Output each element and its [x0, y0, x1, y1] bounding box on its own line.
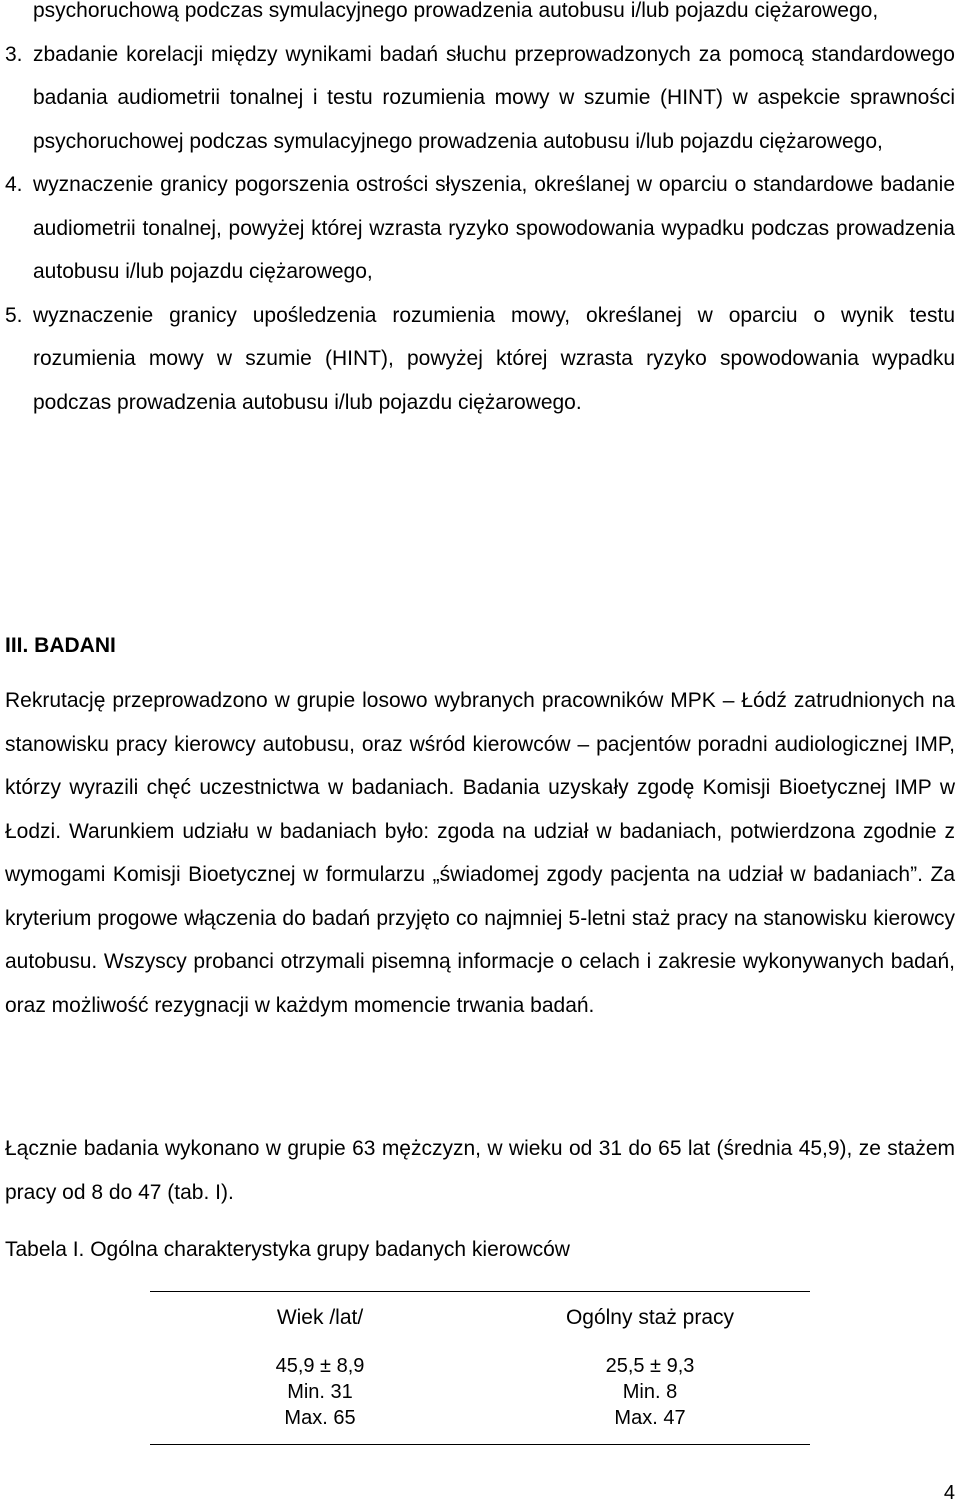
section-heading: III. BADANI — [5, 634, 116, 657]
list-item-2-continuation — [33, 0, 955, 33]
page-number: 4 — [943, 1482, 955, 1504]
table-column-seniority — [490, 1353, 810, 1431]
list-item-text: psychoruchową podczas symulacyjnego prowadzenia autobusu i/lub pojazdu ciężarowego, — [33, 0, 879, 22]
table-cell: Max. 65 — [284, 1407, 356, 1429]
list-item-3 — [5, 33, 955, 164]
list-item-number: 4. — [5, 173, 23, 196]
table-cell: Min. 8 — [622, 1381, 678, 1403]
table-header-seniority: Ogólny staż pracy — [565, 1305, 735, 1329]
table-cell: 25,5 ± 9,3 — [605, 1355, 695, 1377]
list-item-number: 5. — [5, 303, 23, 327]
table-cell: 45,9 ± 8,9 — [275, 1355, 365, 1377]
table-header-age: Wiek /lat/ — [276, 1305, 364, 1329]
objectives-list — [5, 0, 955, 424]
table-body-row — [150, 1343, 810, 1444]
list-item-number: 3. — [5, 42, 23, 66]
table-caption: Tabela I. Ogólna charakterystyka grupy badanych kierowców — [5, 1238, 570, 1261]
list-item-5 — [5, 294, 955, 425]
list-item-text: wyznaczenie granicy pogorszenia ostrości słyszenia, określanej w oparciu o standardowe badanie audiometrii tonalnej, powyżej której wzrasta ryzyko spowodowania wypadku podczas prowadzenia autobusu i/lub pojazdu ciężarowego, — [33, 173, 955, 283]
list-item-text: wyznaczenie granicy upośledzenia rozumienia mowy, określanej w oparciu o wynik testu rozumienia mowy w szumie (HINT), powyżej której wzrasta ryzyko spowodowania wypadku podczas prowadzenia autobusu i/lub pojazdu ciężarowego. — [33, 303, 955, 414]
characteristics-table — [150, 1291, 810, 1445]
table-cell: Min. 31 — [287, 1381, 353, 1403]
list-item-4 — [5, 163, 955, 294]
group-summary-paragraph: Łącznie badania wykonano w grupie 63 mężczyzn, w wieku od 31 do 65 lat (średnia 45,9), ze stażem pracy od 8 do 47 (tab. I). — [5, 1137, 955, 1204]
recruitment-paragraph: Rekrutację przeprowadzono w grupie losowo wybranych pracowników MPK – Łódź zatrudnionych na stanowisku pracy kierowcy autobusu, oraz wśród kierowców – pacjentów poradni audiologicznej IMP, którzy wyrazili chęć uczestnictwa w badaniach. Badania uzyskały zgodę Komisji Bioetycznej IMP w Łodzi. Warunkiem udziału w badaniach było: zgoda na udział w badaniach, potwierdzona zgodnie z wymogami Komisji Bioetycznej w formularzu „świadomej zgody pacjenta na udział w badaniach”. Za kryterium progowe włączenia do badań przyjęto co najmniej 5-letni staż pracy na stanowisku kierowcy autobusu. Wszyscy probanci otrzymali pisemną informacje o celach i zakresie wykonywanych badań, oraz możliwość rezygnacji w każdym momencie trwania badań. — [5, 689, 955, 1017]
list-item-text: zbadanie korelacji między wynikami badań słuchu przeprowadzonych za pomocą standardowego badania audiometrii tonalnej i testu rozumienia mowy w szumie (HINT) w aspekcie sprawności psychoruchowej podczas symulacyjnego prowadzenia autobusu i/lub pojazdu ciężarowego, — [33, 42, 955, 153]
table-column-age — [150, 1353, 490, 1431]
table-cell: Max. 47 — [614, 1407, 686, 1429]
table-header-row — [150, 1292, 810, 1343]
